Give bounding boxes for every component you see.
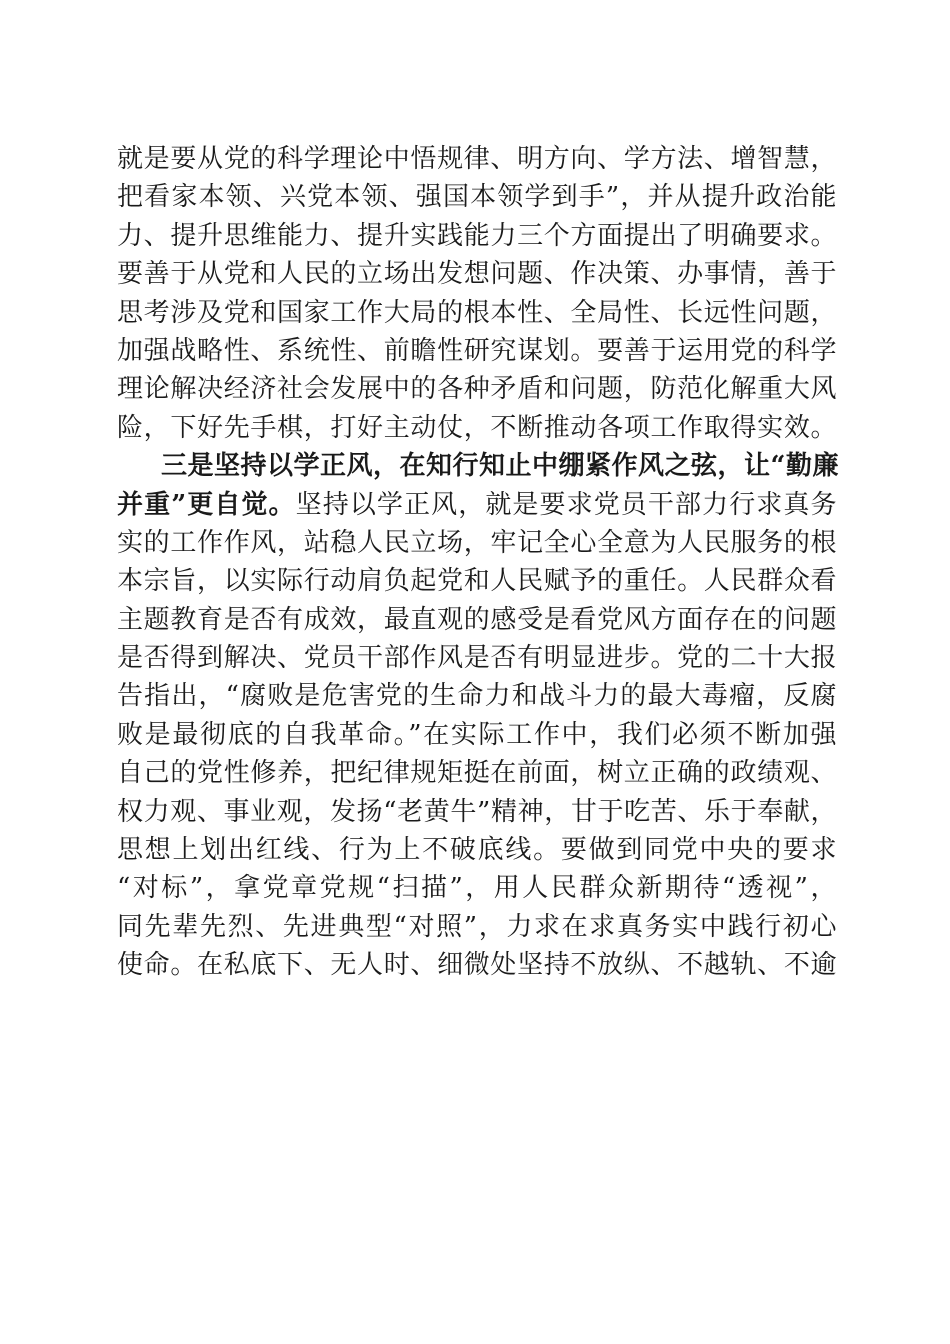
- text-line: 是否得到解决、党员干部作风是否有明显进步。党的二十大报: [117, 643, 837, 674]
- text-line: “对标”，拿党章党规“扫描”，用人民群众新期待“透视”，: [117, 873, 837, 904]
- heading-line: 三是坚持以学正风，在知行知止中绷紧作风之弦，让“勤廉: [161, 451, 839, 482]
- text-line: 力、提升思维能力、提升实践能力三个方面提出了明确要求。: [117, 220, 837, 251]
- text-line: 加强战略性、系统性、前瞻性研究谋划。要善于运用党的科学: [117, 335, 837, 366]
- text-line: 要善于从党和人民的立场出发想问题、作决策、办事情，善于: [117, 259, 837, 290]
- text-line: 告指出，“腐败是危害党的生命力和战斗力的最大毒瘤，反腐: [117, 681, 837, 712]
- text-line: 败是最彻底的自我革命。”在实际工作中，我们必须不断加强: [117, 719, 837, 750]
- body-text: [117, 140, 837, 985]
- text-segment: 坚持以学正风，就是要求党员干部力行求真务: [295, 489, 837, 520]
- paragraph-2: [117, 447, 837, 984]
- text-line: 险，下好先手棋，打好主动仗，不断推动各项工作取得实效。: [117, 412, 837, 443]
- text-line: 实的工作作风，站稳人民立场，牢记全心全意为人民服务的根: [117, 527, 837, 558]
- text-line: 自己的党性修养，把纪律规矩挺在前面，树立正确的政绩观、: [117, 758, 837, 789]
- text-line: 主题教育是否有成效，最直观的感受是看党风方面存在的问题: [117, 604, 837, 635]
- text-line: 思想上划出红线、行为上不破底线。要做到同党中央的要求: [117, 835, 837, 866]
- paragraph-1: [117, 140, 837, 447]
- text-line: 就是要从党的科学理论中悟规律、明方向、学方法、增智慧，: [117, 144, 837, 174]
- text-line: 思考涉及党和国家工作大局的根本性、全局性、长远性问题，: [117, 297, 837, 328]
- heading-end: 并重”更自觉。: [117, 489, 296, 520]
- text-line: 使命。在私底下、无人时、细微处坚持不放纵、不越轨、不逾: [117, 950, 837, 981]
- text-line: 理论解决经济社会发展中的各种矛盾和问题，防范化解重大风: [117, 374, 837, 405]
- text-line: 本宗旨，以实际行动肩负起党和人民赋予的重任。人民群众看: [117, 566, 837, 597]
- text-line: [117, 486, 837, 524]
- text-line: 把看家本领、兴党本领、强国本领学到手”，并从提升政治能: [117, 182, 837, 213]
- text-line: 权力观、事业观，发扬“老黄牛”精神，甘于吃苦、乐于奉献，: [117, 796, 837, 827]
- text-line: 同先辈先烈、先进典型“对照”，力求在求真务实中践行初心: [117, 911, 837, 942]
